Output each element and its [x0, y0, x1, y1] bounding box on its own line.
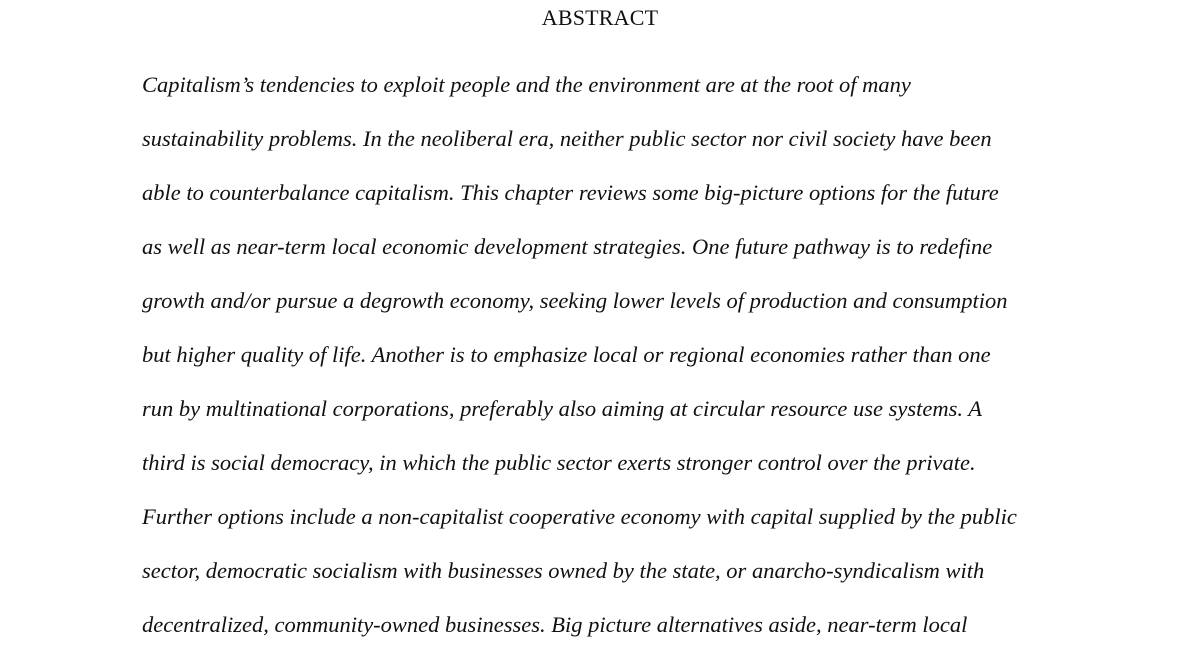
- abstract-line: sustainability problems. In the neoliberal era, neither public sector nor civil society have been: [142, 126, 992, 151]
- abstract-line: third is social democracy, in which the public sector exerts stronger control over the private.: [142, 450, 976, 475]
- abstract-line: sector, democratic socialism with businesses owned by the state, or anarcho-syndicalism with: [142, 558, 985, 583]
- abstract-body: [142, 58, 1102, 652]
- abstract-line: Capitalism’s tendencies to exploit people and the environment are at the root of many: [142, 72, 911, 97]
- abstract-line: growth and/or pursue a degrowth economy, seeking lower levels of production and consumption: [142, 288, 1008, 313]
- abstract-heading: ABSTRACT: [541, 5, 659, 30]
- abstract-line: Further options include a non-capitalist cooperative economy with capital supplied by the public: [142, 504, 1017, 529]
- abstract-line: decentralized, community-owned businesses. Big picture alternatives aside, near-term local: [142, 612, 968, 637]
- abstract-line: run by multinational corporations, preferably also aiming at circular resource use systems. A: [142, 396, 982, 421]
- abstract-line: able to counterbalance capitalism. This chapter reviews some big-picture options for the future: [142, 180, 999, 205]
- abstract-line: as well as near-term local economic development strategies. One future pathway is to redefine: [142, 234, 993, 259]
- abstract-line: but higher quality of life. Another is to emphasize local or regional economies rather than one: [142, 342, 991, 367]
